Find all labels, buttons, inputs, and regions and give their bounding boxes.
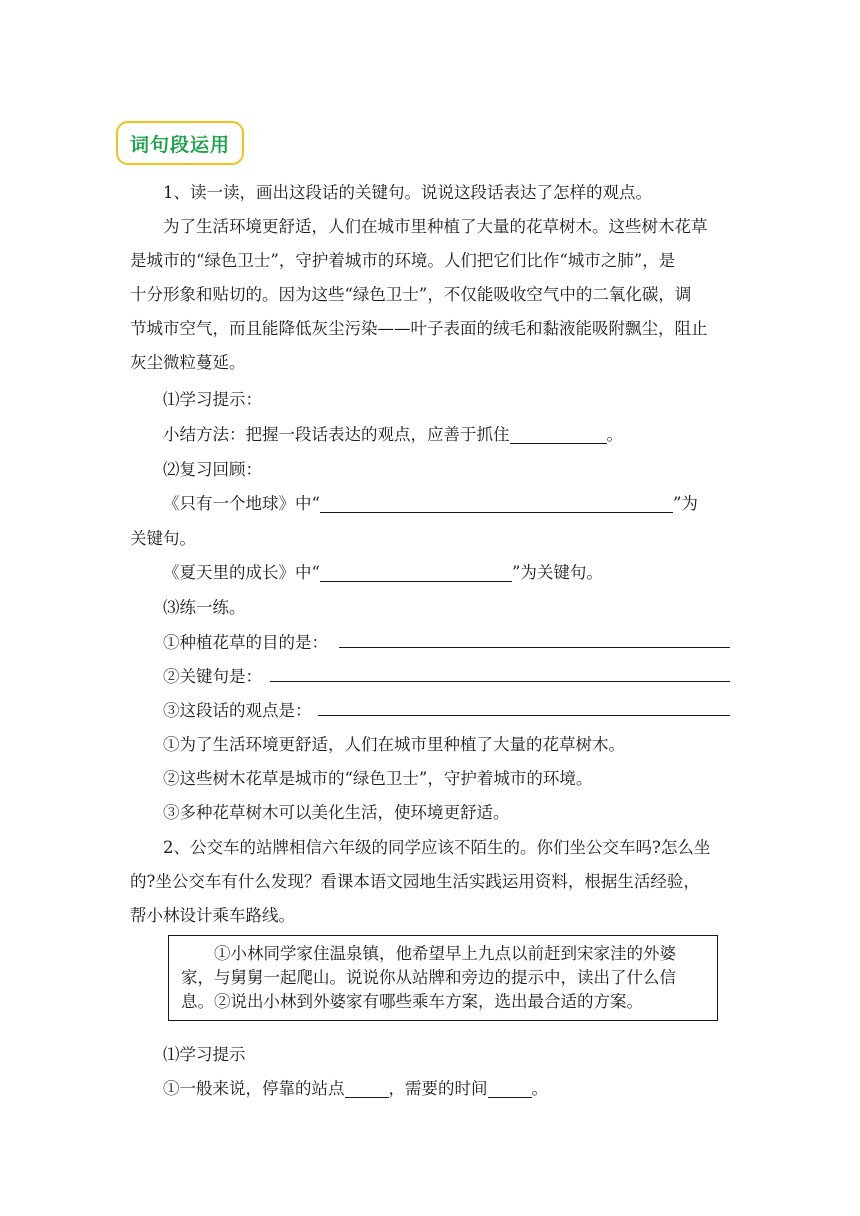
fill-3-label: ③这段话的观点是：: [163, 701, 312, 720]
passage-line: 十分形象和贴切的。因为这些“绿色卫士”，不仅能吸收空气中的二氧化碳，调: [130, 285, 692, 304]
tip-heading: ⑴学习提示：: [163, 390, 262, 409]
task-box-line: ①小林同学家住温泉镇，他希望早上九点以前赶到宋家洼的外婆: [214, 944, 676, 963]
review-1-prefix: 《只有一个地球》中“: [163, 494, 320, 513]
question-1-prompt: 1、读一读，画出这段话的关键句。说说这段话表达了怎样的观点。: [163, 183, 652, 202]
question-2-prompt: 2、公交车的站牌相信六年级的同学应该不陌生的。你们坐公交车吗?怎么坐: [163, 838, 711, 857]
q2-tip-1-part-c: 。: [531, 1079, 548, 1098]
fill-2-blank[interactable]: [270, 681, 730, 682]
q2-tip-1-line: [163, 1078, 548, 1100]
review-1-suffix: ”为: [672, 494, 698, 513]
q2-tip-1-blank-a[interactable]: [345, 1079, 389, 1098]
passage-line: 为了生活环境更舒适，人们在城市里种植了大量的花草树木。这些树木花草: [163, 217, 708, 236]
passage-line: 灰尘微粒蔓延。: [130, 353, 246, 372]
fill-1-blank[interactable]: [339, 647, 730, 648]
summary-prefix: 小结方法：把握一段话表达的观点，应善于抓住: [163, 425, 510, 444]
task-box-line: 家，与舅舅一起爬山。说说你从站牌和旁边的提示中，读出了什么信: [181, 968, 676, 987]
review-2-blank[interactable]: [320, 563, 512, 582]
fill-1-label: ①种植花草的目的是：: [163, 633, 328, 652]
q2-tip-1-blank-b[interactable]: [488, 1079, 532, 1098]
summary-suffix: 。: [606, 425, 623, 444]
review-heading: ⑵复习回顾：: [163, 460, 262, 479]
fill-3-blank[interactable]: [318, 715, 730, 716]
option-1: ①为了生活环境更舒适，人们在城市里种植了大量的花草树木。: [163, 735, 625, 754]
section-title: 词句段运用: [116, 121, 244, 165]
fill-2-label: ②关键句是：: [163, 667, 262, 686]
task-box-line: 息。②说出小林到外婆家有哪些乘车方案，选出最合适的方案。: [181, 992, 643, 1011]
q2-tip-heading: ⑴学习提示: [163, 1045, 246, 1064]
review-2-prefix: 《夏天里的成长》中“: [163, 563, 320, 582]
summary-line: [163, 424, 623, 446]
q2-tip-1-part-a: ①一般来说，停靠的站点: [163, 1079, 345, 1098]
question-2-prompt-cont: 帮小林设计乘车路线。: [130, 906, 295, 925]
summary-blank[interactable]: [510, 425, 607, 444]
review-1-line: [163, 493, 698, 515]
review-2-suffix: ”为关键句。: [511, 563, 603, 582]
practice-heading: ⑶练一练。: [163, 598, 246, 617]
passage-line: 是城市的“绿色卫士”，守护着城市的环境。人们把它们比作“城市之肺”，是: [130, 251, 676, 270]
passage-line: 节城市空气，而且能降低灰尘污染——叶子表面的绒毛和黏液能吸附飘尘，阻止: [130, 319, 708, 338]
review-1-blank[interactable]: [320, 494, 673, 513]
q2-tip-1-part-b: ，需要的时间: [388, 1079, 488, 1098]
option-3: ③多种花草树木可以美化生活，使环境更舒适。: [163, 803, 510, 822]
review-1-continuation: 关键句。: [130, 529, 196, 548]
review-2-line: [163, 562, 603, 584]
option-2: ②这些树木花草是城市的“绿色卫士”，守护着城市的环境。: [163, 769, 593, 788]
question-2-prompt-cont: 的?坐公交车有什么发现？看课本语文园地生活实践运用资料，根据生活经验，: [130, 872, 700, 891]
